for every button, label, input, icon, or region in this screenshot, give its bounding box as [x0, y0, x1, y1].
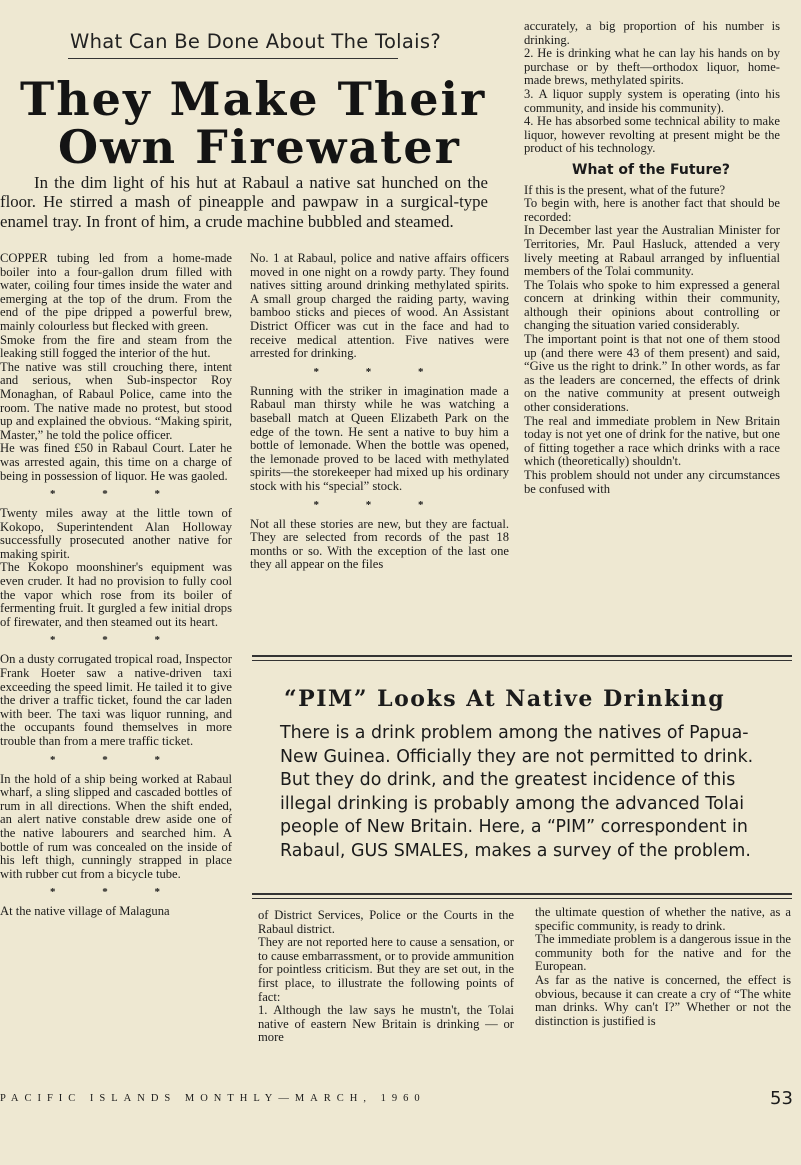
right-p4: 4. He has absorbed some technical ability to make liquor, however revolting at present might be the product of his technology.	[524, 114, 780, 156]
left-p5: Twenty miles away at the little town of Kokopo, Superintendent Alan Holloway successfully prosecuted another native for making spirit.	[0, 506, 232, 561]
pim-intro: There is a drink problem among the natives of Papua-New Guinea. Officially they are not permitted to drink. But they do drink, and the greatest incidence of this illegal drinking is probably among the advanced Tolai people of New Britain. Here, a “PIM” correspondent in Rabaul, GUS SMALES, makes a survey of the problem.	[280, 723, 754, 861]
right-p7: In December last year the Australian Minister for Territories, Mr. Paul Hasluck, attended a very lively meeting at Rabaul arranged by influential members of the Tolai community.	[524, 223, 780, 279]
right-column	[524, 20, 780, 652]
kicker: What Can Be Done About The Tolais?	[70, 30, 441, 53]
headline	[20, 72, 490, 174]
separator-stars: * * *	[50, 886, 182, 899]
right-p3: 3. A liquor supply system is operating (into his community, and inside his community).	[524, 86, 780, 115]
pim-rule-bottom-thin	[252, 898, 792, 899]
headline-line-1: They Make Their	[20, 72, 487, 126]
pim-rule-bottom	[252, 893, 792, 895]
left-p1: COPPER tubing led from a home-made boiler into a four-gallon drum filled with water, coiling four times inside the water and emerging at the top of the drum. From the end of the pipe dripped a powerful brew, mainly colourless but flecked with green.	[0, 252, 232, 333]
bottom-mid-p3: 1. Although the law says he mustn't, the Tolai native of eastern New Britain is drinking — or more	[258, 1003, 514, 1045]
right-p1: accurately, a big proportion of his number is drinking.	[524, 20, 780, 47]
left-p7: On a dusty corrugated tropical road, Inspector Frank Hoeter saw a native-driven taxi exceeding the speed limit. He tailed it to give the driver a traffic ticket, found the car laden with beer. The taxi was liquor running, and the occupants found themselves in more trouble than from a mere traffic ticket.	[0, 652, 232, 748]
left-p4: He was fined £50 in Rabaul Court. Later he was arrested again, this time on a charge of being in possession of liquor. He was gaoled.	[0, 441, 232, 483]
right-p9: The important point is that not one of them stood up (and there were 43 of them present) and said, “Give us the right to drink.” In other words, as far as the leaders are concerned, the effects of drink on the native community at present outweigh other considerations.	[524, 332, 780, 415]
separator-stars: * * *	[50, 753, 182, 766]
middle-column	[250, 252, 509, 652]
pim-title: “PIM” Looks At Native Drinking	[284, 686, 726, 712]
separator-stars: * * *	[313, 498, 446, 511]
separator-stars: * * *	[313, 365, 446, 378]
mid-p1: No. 1 at Rabaul, police and native affairs officers moved in one night on a rowdy party. They found natives sitting around drinking methylated spirits. A small group charged the raiding party, waving bamboo sticks and pieces of wood. An Assistant District Officer was cut in the face and had to receive medical attention. Five natives were arrested for drinking.	[250, 252, 509, 361]
kicker-rule	[68, 58, 398, 59]
footer-publication: PACIFIC ISLANDS MONTHLY—MARCH, 1960	[0, 1093, 426, 1104]
bottom-mid-p1: of District Services, Police or the Courts in the Rabaul district.	[258, 909, 514, 936]
right-p2: 2. He is drinking what he can lay his hands on by purchase or by theft—orthodox liquor, home-made brews, methylated spirits.	[524, 46, 780, 88]
left-p6: The Kokopo moonshiner's equipment was even cruder. It had no provision to fully cool the vapor which rose from its boiler of fermenting fruit. It gurgled a few initial drops of firewater, and then steamed out its heart.	[0, 560, 232, 629]
bottom-mid-p2: They are not reported here to cause a sensation, or to cause embarrassment, or to provide ammunition for pointless criticism. But they are set out, in the first place, to illustrate the following points of fact:	[258, 935, 514, 1004]
separator-stars: * * *	[50, 488, 182, 501]
mid-p3: Not all these stories are new, but they are factual. They are selected from records of the past 18 months or so. With the exception of the last one they all appear on the files	[250, 516, 509, 572]
right-p5: If this is the present, what of the future?	[524, 182, 726, 197]
left-p3: The native was still crouching there, intent and serious, when Sub-inspector Roy Monaghan, of Rabaul Police, came into the room. The native made no protest, but stood up and explained the obvious. “Making spirit, Master,” he told the police officer.	[0, 359, 232, 442]
bottom-middle-column	[258, 909, 514, 1067]
right-p10: The real and immediate problem in New Britain today is not yet one of drink for the native, but one of fitting together a race which drinks with a race which (theoretically) shouldn't.	[524, 413, 780, 469]
right-p6: To begin with, here is another fact that should be recorded:	[524, 196, 780, 224]
separator-stars: * * *	[50, 634, 182, 647]
pim-rule-top-thin	[252, 660, 792, 661]
page-number: 53	[770, 1088, 793, 1109]
left-p2: Smoke from the fire and steam from the leaking still fogged the interior of the hut.	[0, 332, 232, 361]
bottom-right-p2: The immediate problem is a dangerous issue in the community both for the native and for the European.	[535, 932, 791, 974]
bottom-right-p1: the ultimate question of whether the native, as a specific community, is ready to drink.	[535, 906, 791, 933]
lead-paragraph: In the dim light of his hut at Rabaul a native sat hunched on the floor. He stirred a mash of pineapple and pawpaw in a surgical-type enamel tray. In front of him, a crude machine bubbled and steamed.	[0, 173, 488, 231]
bottom-right-column	[535, 906, 791, 1068]
mid-p2: Running with the striker in imagination made a Rabaul man thirsty while he was watching a baseball match at Queen Elizabeth Park on the edge of the town. He sent a native to buy him a bottle of lemonade. When the bottle was opened, the lemonade proved to be laced with methylated spirits—the storekeeper had mixed up his ordinary stock with his “special” stock.	[250, 383, 509, 493]
headline-line-2: Own Firewater	[58, 120, 461, 174]
left-column	[0, 252, 232, 1072]
left-p9: At the native village of Malaguna	[0, 904, 170, 919]
right-p11: This problem should not under any circumstances be confused with	[524, 468, 780, 496]
left-p8: In the hold of a ship being worked at Rabaul wharf, a sling slipped and cascaded bottles of rum in all directions. When the shift ended, an alert native constable drew aside one of the native labourers and searched him. A bottle of rum was concealed on the inside of his left thigh, cunningly strapped in place with rubber cut from a bicycle tube.	[0, 771, 232, 881]
subhead-future: What of the Future?	[572, 161, 731, 178]
right-p8: The Tolais who spoke to him expressed a general concern at drinking within their community, although their opinions about controlling or changing the situation varied considerably.	[524, 277, 780, 333]
bottom-right-p3: As far as the native is concerned, the effect is obvious, because it can create a cry of “The white man drinks. Why can't I?” Whether or not the distinction is justified is	[535, 972, 791, 1028]
pim-rule-top	[252, 655, 792, 657]
